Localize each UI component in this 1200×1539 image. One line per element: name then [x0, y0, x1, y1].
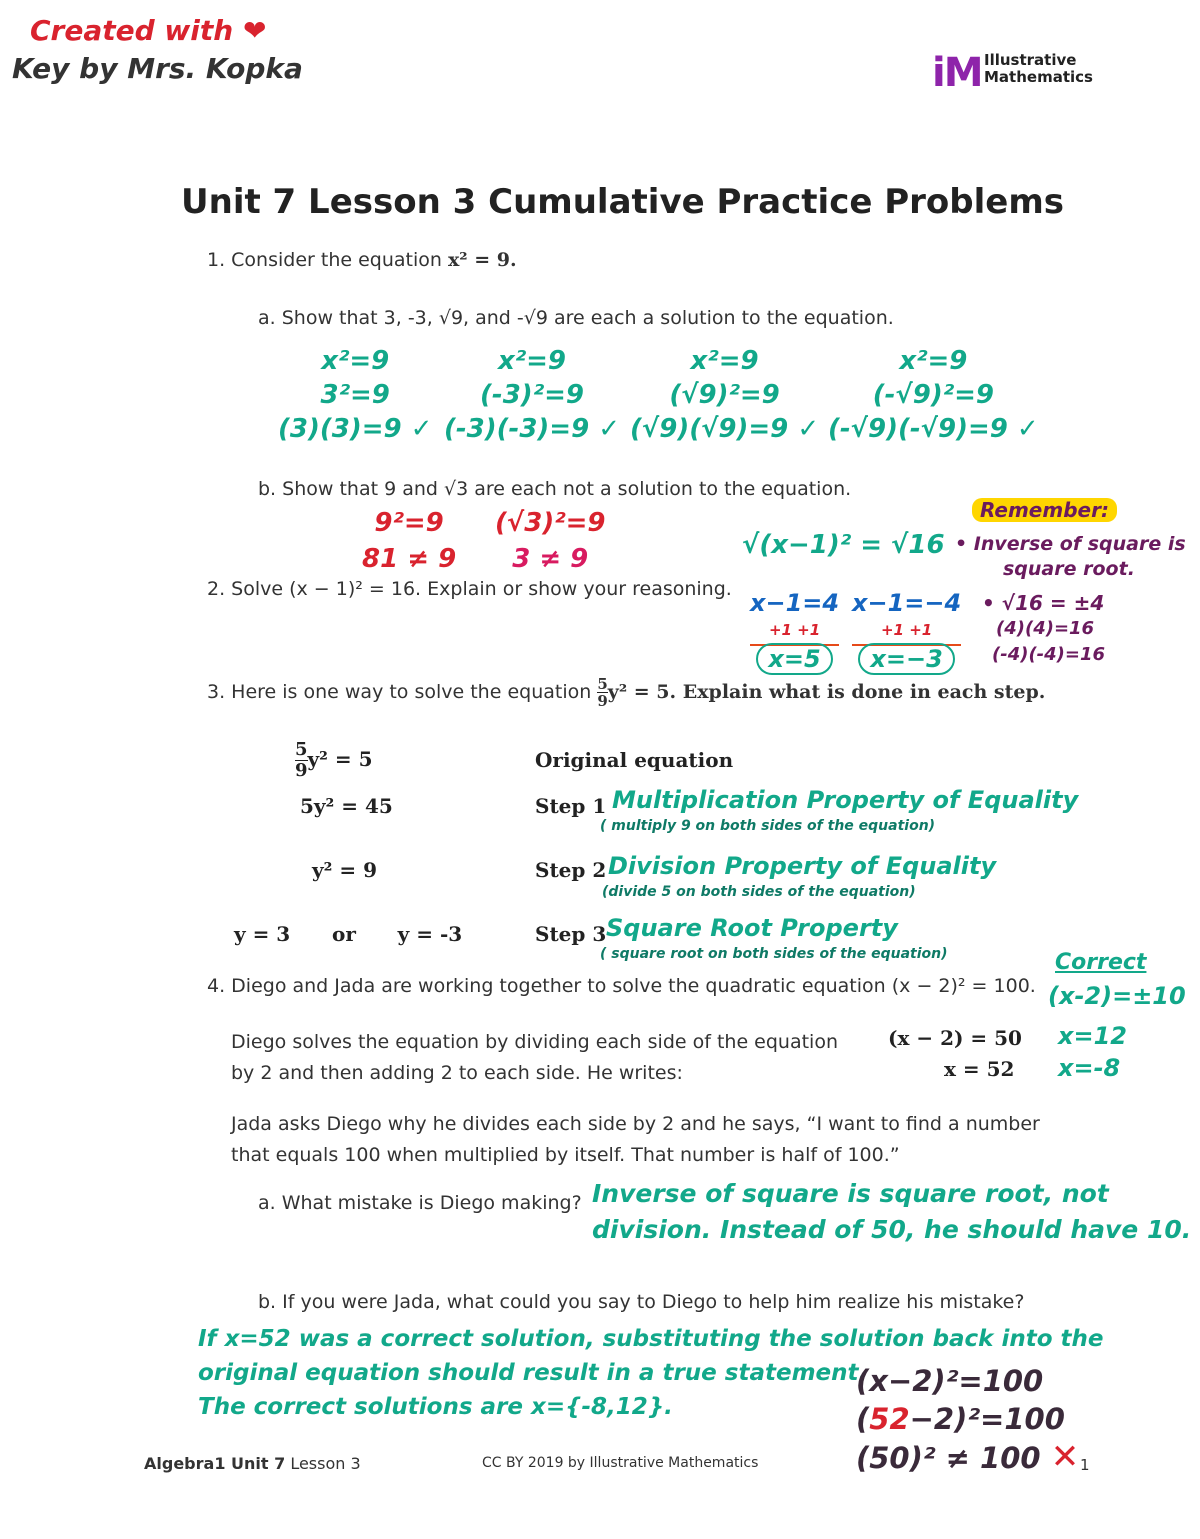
q4b-check: (x−2)²=100 (52−2)²=100 (50)² ≠ 100 ✕ [856, 1364, 1080, 1477]
q3-row-3-note: ( square root on both sides of the equation) [600, 946, 948, 962]
q3-row-2-note: (divide 5 on both sides of the equation) [602, 884, 916, 900]
q3-row-3-answer: Square Root Property [606, 914, 898, 942]
q2-right-branch: x−1=−4 +1 +1 x=−3 [852, 589, 962, 673]
q3-row-3-eq: y = 3 or y = -3 [234, 922, 463, 946]
q1b-work-1: 9²=9 81 ≠ 9 [362, 508, 457, 574]
q4-diego-eq-2: x = 52 [944, 1057, 1015, 1081]
q3-fraction: $\frac{5}{9}$ [597, 675, 608, 710]
q4b-answer: If x=52 was a correct solution, substituting the solution back into the original equation should result in a true statement. The correct solutions are x={-8,12}. [198, 1326, 1104, 1420]
q4a-answer: Inverse of square is square root, not division. Instead of 50, he should have 10. [592, 1179, 1192, 1244]
q2-answer-1: x=5 [756, 643, 832, 675]
q4b-prompt: b. If you were Jada, what could you say to Diego to help him realize his mistake? [258, 1291, 1025, 1313]
q1-work-col-3: x²=9 (√9)²=9 (√9)(√9)=9 ✓ [630, 346, 820, 444]
logo-mark: iM [932, 50, 982, 96]
q2-answer-2: x=−3 [858, 643, 954, 675]
q3-prompt: 3. Here is one way to solve the equation $\frac{5}{9}$ y² = 5. Explain what is done in each step. [207, 675, 1046, 710]
q1a-prompt: a. Show that 3, -3, √9, and -√9 are each a solution to the equation. [258, 307, 894, 329]
page-title: Unit 7 Lesson 3 Cumulative Practice Problems [181, 182, 1065, 222]
q3-row-1-answer: Multiplication Property of Equality [612, 786, 1079, 814]
q2-prompt: 2. Solve (x − 1)² = 16. Explain or show your reasoning. [207, 578, 732, 600]
q4-prompt: 4. Diego and Jada are working together to solve the quadratic equation (x − 2)² = 100. [207, 975, 1036, 997]
q4-correct-3: x=-8 [1058, 1054, 1121, 1082]
q1-work-col-1: x²=9 3²=9 (3)(3)=9 ✓ [278, 346, 433, 444]
credit-line-2: Key by Mrs. Kopka [12, 52, 303, 85]
logo-text-1: Illustrative [984, 51, 1077, 69]
q2-work-top: √(x−1)² = √16 [742, 530, 945, 560]
q4-diego-text: Diego solves the equation by dividing each side of the equation by 2 and then adding 2 to each side. He writes: [231, 1031, 839, 1084]
q3-row-2-eq: y² = 9 [312, 858, 377, 882]
q3-row-1-label: Step 1 [535, 794, 607, 818]
q4-correct-label: Correct [1055, 950, 1147, 975]
q1-work-col-4: x²=9 (-√9)²=9 (-√9)(-√9)=9 ✓ [828, 346, 1039, 444]
q3-row-0-label: Original equation [535, 748, 734, 772]
remember-notes: • Inverse of square is square root. [955, 533, 1186, 580]
q4-correct-1: (x-2)=±10 [1048, 982, 1186, 1010]
im-logo [932, 50, 982, 96]
q3-row-1-eq: 5y² = 45 [300, 794, 393, 818]
q1b-prompt: b. Show that 9 and √3 are each not a solution to the equation. [258, 478, 852, 500]
q1-prompt: 1. Consider the equation x² = 9. [207, 249, 517, 271]
q3-row-1-note: ( multiply 9 on both sides of the equation) [600, 818, 936, 834]
q1-work-col-2: x²=9 (-3)²=9 (-3)(-3)=9 ✓ [444, 346, 621, 444]
logo-text [984, 52, 1093, 86]
q3-row-0-eq: $\frac{5}{9}$ y² = 5 [295, 739, 373, 781]
q2-left-branch: x−1=4 +1 +1 x=5 [750, 589, 840, 673]
credit-line-1: Created with ❤ [30, 14, 267, 47]
q4a-prompt: a. What mistake is Diego making? [258, 1192, 582, 1214]
q4-diego-eq-1: (x − 2) = 50 [888, 1026, 1022, 1050]
heart-icon: ❤ [242, 14, 267, 47]
remember-label: Remember: [972, 498, 1117, 522]
q3-row-2-label: Step 2 [535, 858, 607, 882]
remember-example: • √16 = ±4 (4)(4)=16 (-4)(-4)=16 [982, 591, 1106, 665]
q3-row-3-label: Step 3 [535, 922, 607, 946]
footer-left: Algebra1 Unit 7 Lesson 3 [144, 1454, 361, 1473]
x-mark-icon: ✕ [1050, 1437, 1080, 1477]
q3-row-2-answer: Division Property of Equality [608, 852, 997, 880]
page-number: 1 [1080, 1456, 1090, 1474]
logo-text-2: Mathematics [984, 68, 1093, 86]
q1b-work-2: (√3)²=9 3 ≠ 9 [495, 508, 606, 574]
footer-license: CC BY 2019 by Illustrative Mathematics [482, 1455, 759, 1471]
q4-jada-text: Jada asks Diego why he divides each side by 2 and he says, “I want to find a number that equals 100 when multiplied by itself. That number is half of 100.” [231, 1113, 1040, 1166]
q4-correct-2: x=12 [1058, 1022, 1127, 1050]
